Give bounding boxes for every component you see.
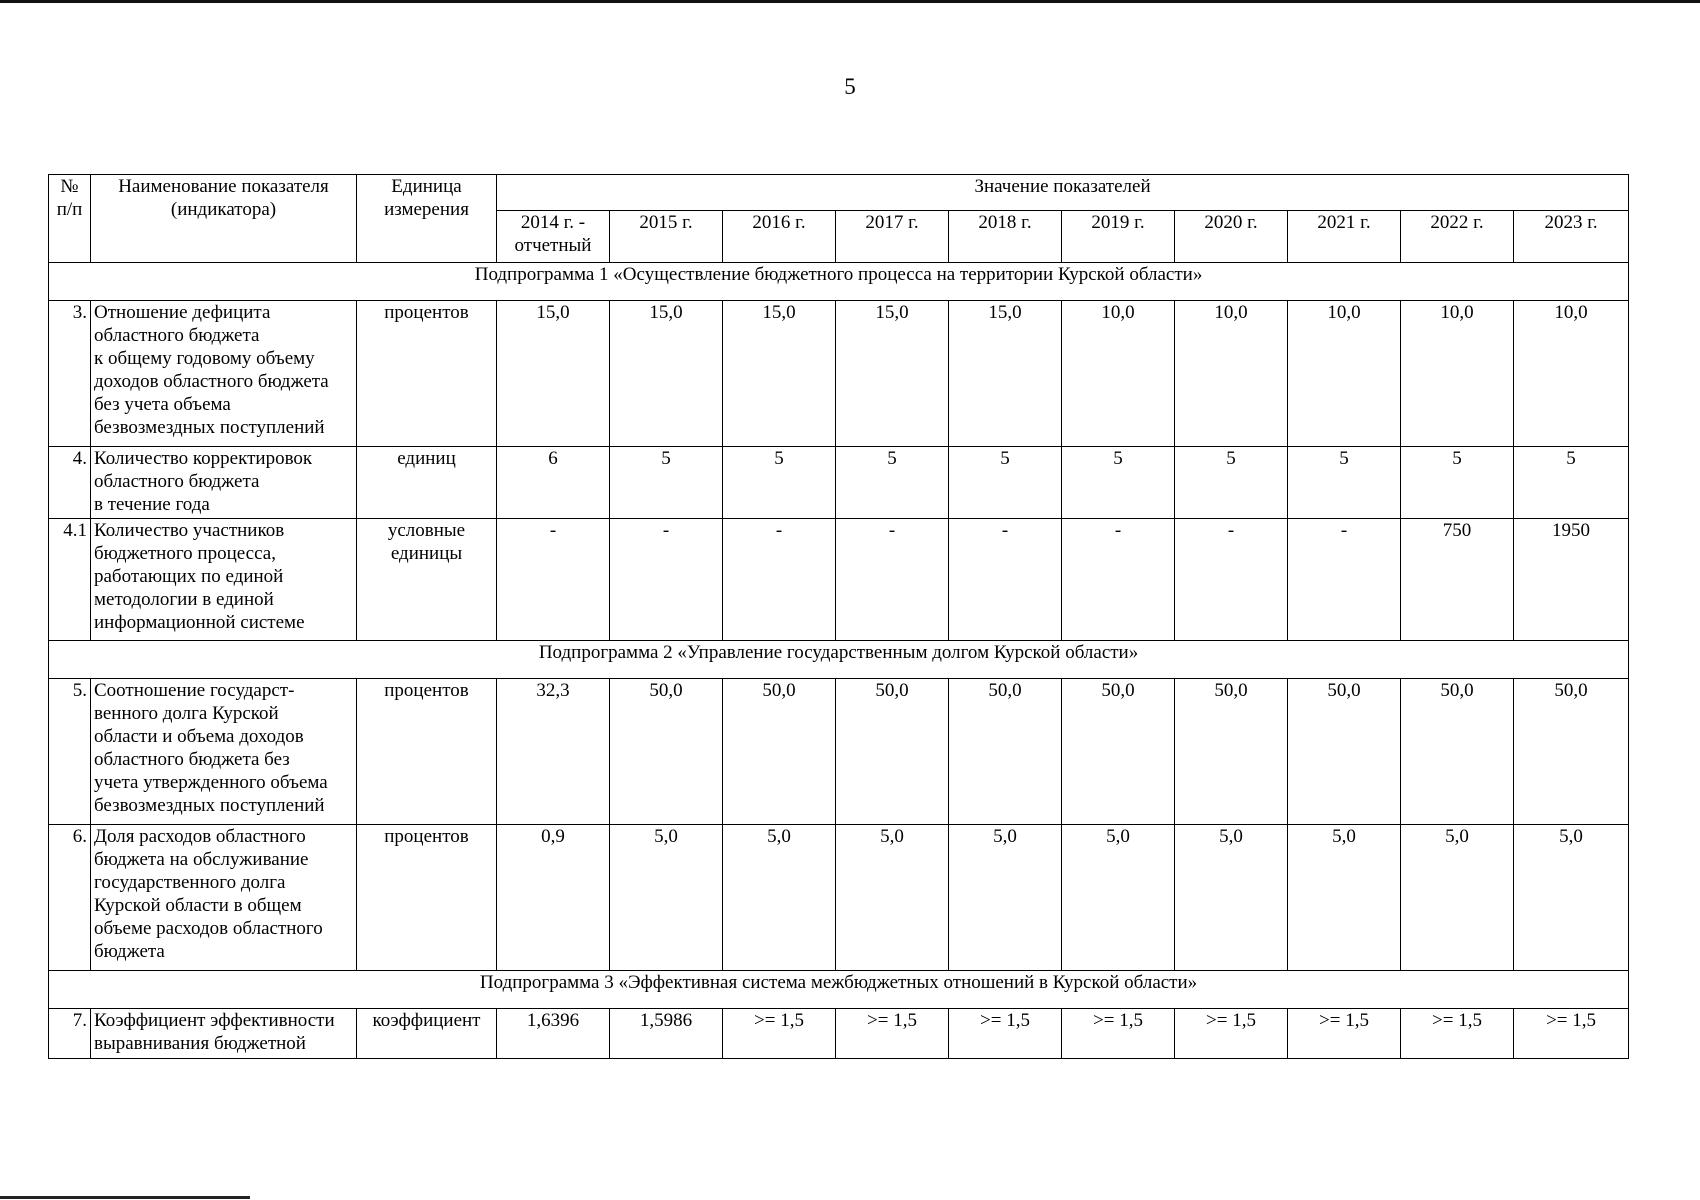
table-row: [49, 519, 1629, 641]
value-cell: 10,0: [1175, 301, 1288, 447]
value-cell: 5: [836, 447, 949, 519]
table-row: [49, 447, 1629, 519]
header-year: 2023 г.: [1514, 211, 1629, 263]
table-header: [49, 175, 1629, 263]
value-cell: 5,0: [610, 825, 723, 971]
value-cell: >= 1,5: [1514, 1009, 1629, 1059]
indicator-name: Коэффициент эффективности выравнивания бюджетной: [91, 1009, 357, 1059]
value-cell: 5: [1175, 447, 1288, 519]
header-name: Наименование показателя (индикатора): [91, 175, 357, 263]
value-cell: -: [723, 519, 836, 641]
indicator-name: Соотношение государст- венного долга Курской области и объема доходов областного бюджета без учета утвержденного объема безвозмездных поступлений: [91, 679, 357, 825]
header-year: 2017 г.: [836, 211, 949, 263]
value-cell: >= 1,5: [723, 1009, 836, 1059]
value-cell: 5,0: [1514, 825, 1629, 971]
value-cell: 15,0: [497, 301, 610, 447]
row-number: 3.: [49, 301, 91, 447]
value-cell: 10,0: [1062, 301, 1175, 447]
value-cell: 50,0: [949, 679, 1062, 825]
value-cell: >= 1,5: [1175, 1009, 1288, 1059]
row-number: 4.1: [49, 519, 91, 641]
value-cell: >= 1,5: [1401, 1009, 1514, 1059]
value-cell: -: [836, 519, 949, 641]
value-cell: -: [949, 519, 1062, 641]
value-cell: 50,0: [1062, 679, 1175, 825]
value-cell: 5,0: [1062, 825, 1175, 971]
value-cell: 15,0: [949, 301, 1062, 447]
value-cell: 50,0: [610, 679, 723, 825]
header-year: 2021 г.: [1288, 211, 1401, 263]
subprogram-heading: Подпрограмма 3 «Эффективная система межбюджетных отношений в Курской области»: [49, 971, 1629, 1009]
value-cell: 50,0: [1401, 679, 1514, 825]
value-cell: 50,0: [723, 679, 836, 825]
unit-cell: коэффициент: [357, 1009, 497, 1059]
unit-cell: процентов: [357, 825, 497, 971]
scan-top-edge: [0, 0, 1700, 3]
row-number: 5.: [49, 679, 91, 825]
value-cell: 15,0: [836, 301, 949, 447]
header-year: 2020 г.: [1175, 211, 1288, 263]
header-unit: Единица измерения: [357, 175, 497, 263]
unit-cell: единиц: [357, 447, 497, 519]
value-cell: 6: [497, 447, 610, 519]
value-cell: 32,3: [497, 679, 610, 825]
value-cell: >= 1,5: [1288, 1009, 1401, 1059]
value-cell: -: [1288, 519, 1401, 641]
table-row: [49, 1009, 1629, 1059]
indicator-name: Отношение дефицита областного бюджета к общему годовому объему доходов областного бюджета без учета объема безвозмездных поступлений: [91, 301, 357, 447]
value-cell: 15,0: [723, 301, 836, 447]
value-cell: 10,0: [1514, 301, 1629, 447]
value-cell: 50,0: [1514, 679, 1629, 825]
indicators-table: [48, 174, 1629, 1059]
indicator-name: Количество участников бюджетного процесса, работающих по единой методологии в единой информационной системе: [91, 519, 357, 641]
scan-bottom-mark: [0, 1196, 250, 1199]
value-cell: -: [497, 519, 610, 641]
unit-cell: процентов: [357, 679, 497, 825]
subprogram-heading: Подпрограмма 2 «Управление государственным долгом Курской области»: [49, 641, 1629, 679]
value-cell: 0,9: [497, 825, 610, 971]
header-num: № п/п: [49, 175, 91, 263]
value-cell: 1950: [1514, 519, 1629, 641]
header-year: 2019 г.: [1062, 211, 1175, 263]
value-cell: 15,0: [610, 301, 723, 447]
value-cell: 50,0: [1175, 679, 1288, 825]
header-year: 2018 г.: [949, 211, 1062, 263]
value-cell: 5: [1062, 447, 1175, 519]
value-cell: 5,0: [836, 825, 949, 971]
page-number: 5: [844, 74, 856, 99]
unit-cell: условные единицы: [357, 519, 497, 641]
subprogram-heading: Подпрограмма 1 «Осуществление бюджетного процесса на территории Курской области»: [49, 263, 1629, 301]
value-cell: 5: [1288, 447, 1401, 519]
value-cell: 5,0: [1288, 825, 1401, 971]
header-year: 2014 г. - отчетный: [497, 211, 610, 263]
value-cell: >= 1,5: [949, 1009, 1062, 1059]
value-cell: 5,0: [723, 825, 836, 971]
indicator-name: Количество корректировок областного бюджета в течение года: [91, 447, 357, 519]
value-cell: 5: [1401, 447, 1514, 519]
value-cell: 1,5986: [610, 1009, 723, 1059]
value-cell: 5: [949, 447, 1062, 519]
header-values-group: Значение показателей: [497, 175, 1629, 211]
value-cell: -: [1175, 519, 1288, 641]
value-cell: 5: [723, 447, 836, 519]
unit-cell: процентов: [357, 301, 497, 447]
header-year: 2016 г.: [723, 211, 836, 263]
table-row: [49, 825, 1629, 971]
indicator-name: Доля расходов областного бюджета на обслуживание государственного долга Курской области в общем объеме расходов областного бюджета: [91, 825, 357, 971]
value-cell: 1,6396: [497, 1009, 610, 1059]
value-cell: 5: [610, 447, 723, 519]
value-cell: 5,0: [949, 825, 1062, 971]
row-number: 6.: [49, 825, 91, 971]
value-cell: 10,0: [1288, 301, 1401, 447]
table-row: [49, 679, 1629, 825]
table-row: [49, 301, 1629, 447]
header-year: 2015 г.: [610, 211, 723, 263]
value-cell: -: [610, 519, 723, 641]
row-number: 7.: [49, 1009, 91, 1059]
table-body: [49, 263, 1629, 1059]
value-cell: 10,0: [1401, 301, 1514, 447]
header-year: 2022 г.: [1401, 211, 1514, 263]
value-cell: 750: [1401, 519, 1514, 641]
value-cell: 50,0: [1288, 679, 1401, 825]
value-cell: 50,0: [836, 679, 949, 825]
value-cell: >= 1,5: [836, 1009, 949, 1059]
value-cell: >= 1,5: [1062, 1009, 1175, 1059]
row-number: 4.: [49, 447, 91, 519]
value-cell: 5: [1514, 447, 1629, 519]
value-cell: 5,0: [1175, 825, 1288, 971]
value-cell: 5,0: [1401, 825, 1514, 971]
value-cell: -: [1062, 519, 1175, 641]
